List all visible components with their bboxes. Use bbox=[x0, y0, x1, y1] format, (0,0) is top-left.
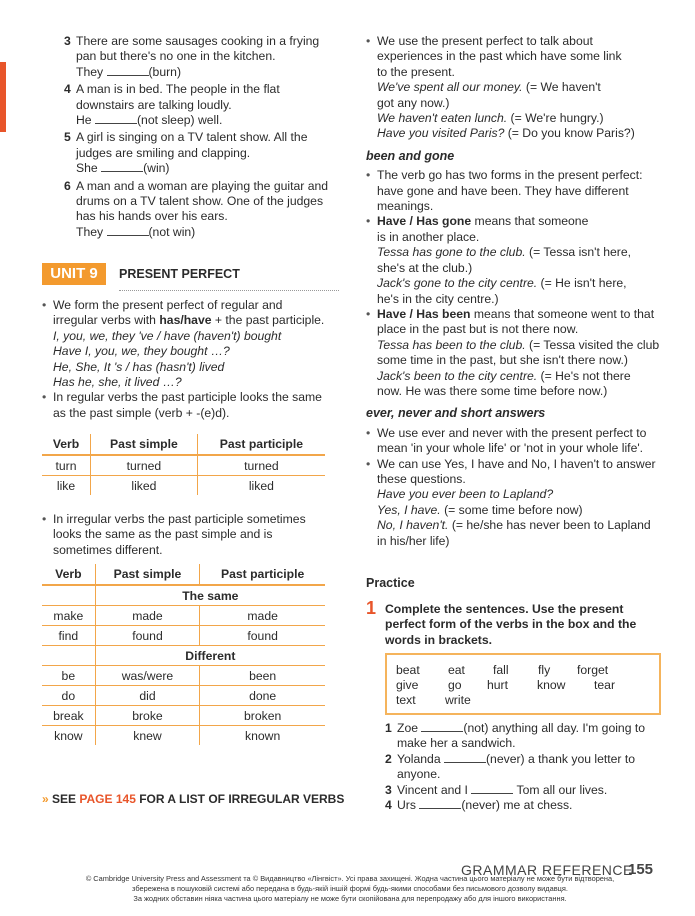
item-text: Yolanda bbox=[397, 751, 441, 766]
answer-blank[interactable] bbox=[101, 161, 143, 172]
item-number: 4 bbox=[385, 798, 392, 813]
item-number: 2 bbox=[385, 751, 392, 766]
page-number: 155 bbox=[628, 861, 654, 878]
form-example: Has he, she, it lived …? bbox=[53, 375, 182, 390]
grammar-notes-left-2 bbox=[42, 512, 342, 558]
answer-blank[interactable] bbox=[419, 798, 461, 809]
copyright-line: збережена в пошуковій системі або передана в будь-якій іншій формі будь-якими способами без письмового дозволу видавця. bbox=[132, 884, 568, 893]
column-header: Past simple bbox=[91, 434, 198, 455]
item-subject: They bbox=[76, 64, 104, 79]
table-cell: did bbox=[95, 686, 200, 706]
item-text: A man is in bed. The people in the flat bbox=[76, 82, 280, 97]
note-bullet bbox=[366, 426, 666, 457]
title-divider bbox=[119, 290, 339, 291]
table-cell: do bbox=[42, 686, 95, 706]
practice-item-4 bbox=[385, 798, 685, 813]
table-cell: was/were bbox=[95, 666, 200, 686]
example-gloss: he's in the city centre.) bbox=[377, 291, 499, 306]
example-gloss: (= he/she has never been to Lapland bbox=[448, 518, 651, 533]
note-text: place in the past but is not there now. bbox=[377, 322, 579, 337]
group-label: The same bbox=[95, 585, 325, 606]
note-text-bold: Have / Has been bbox=[377, 306, 471, 321]
example-gloss: got any now.) bbox=[377, 95, 450, 110]
example-gloss: (= Tessa isn't here, bbox=[525, 245, 632, 260]
example-gloss: (= He's not there bbox=[537, 368, 631, 383]
word-option: text bbox=[396, 693, 416, 707]
note-text: irregular verbs with bbox=[53, 313, 160, 328]
table-cell: like bbox=[42, 476, 91, 496]
item-text: (not) anything all day. I'm going to bbox=[463, 721, 646, 735]
word-option: eat bbox=[448, 663, 465, 677]
example-gloss: she's at the club.) bbox=[377, 260, 473, 275]
table-cell: make bbox=[42, 606, 95, 626]
table-row bbox=[42, 626, 325, 646]
item-hint: (burn) bbox=[148, 64, 182, 79]
word-option: hurt bbox=[487, 678, 509, 692]
item-text: has his hands over his ears. bbox=[76, 209, 228, 224]
unit-title: PRESENT PERFECT bbox=[119, 267, 240, 281]
answer-blank[interactable] bbox=[421, 721, 463, 732]
note-text-bold: Have / Has gone bbox=[377, 214, 472, 229]
section-footer-title: GRAMMAR REFERENCE bbox=[461, 862, 633, 878]
practice-heading: Practice bbox=[366, 576, 415, 590]
word-option: fly bbox=[538, 663, 551, 677]
instruction-text: perfect form of the verbs in the box and the bbox=[385, 617, 637, 632]
item-text: A man and a woman are playing the guitar and bbox=[76, 178, 329, 193]
note-text: • We use the present perfect to talk about bbox=[377, 34, 593, 48]
table-cell: turned bbox=[91, 455, 198, 476]
word-option: fall bbox=[493, 663, 509, 677]
item-number: 3 bbox=[385, 782, 392, 797]
exercise-item-4 bbox=[64, 82, 342, 128]
note-text: • We form the present perfect of regular and bbox=[53, 298, 283, 312]
note-text: • The verb go has two forms in the present perfect: bbox=[377, 168, 643, 183]
example-italic: We've spent all our money. bbox=[377, 80, 523, 95]
see-page-link[interactable] bbox=[42, 792, 344, 806]
item-subject: She bbox=[76, 161, 98, 176]
note-bullet bbox=[42, 298, 342, 390]
note-text-bold: has/have bbox=[159, 313, 212, 328]
answer-blank[interactable] bbox=[471, 783, 513, 794]
table-cell: found bbox=[95, 626, 200, 646]
exercise-list-top bbox=[42, 34, 342, 240]
note-text: these questions. bbox=[377, 471, 466, 486]
grammar-notes-right bbox=[366, 34, 666, 549]
regular-verbs-table bbox=[42, 434, 325, 495]
item-subject: They bbox=[76, 224, 104, 239]
item-text: (never) me at chess. bbox=[461, 798, 573, 813]
table-row bbox=[42, 606, 325, 626]
table-row bbox=[42, 476, 325, 496]
note-text: looks the same as the past simple and is bbox=[53, 527, 273, 542]
example-italic: No, I haven't. bbox=[377, 518, 449, 533]
example-italic: Tessa has been to the club. bbox=[377, 337, 526, 352]
see-suffix: FOR A LIST OF IRREGULAR VERBS bbox=[135, 792, 345, 806]
irregular-verbs-table bbox=[42, 564, 325, 745]
item-text: make her a sandwich. bbox=[397, 736, 516, 751]
table-row bbox=[42, 686, 325, 706]
item-text: Zoe bbox=[397, 721, 419, 735]
item-number: 6 bbox=[64, 178, 71, 193]
practice-item-3 bbox=[385, 783, 685, 798]
note-text: meanings. bbox=[377, 199, 434, 214]
word-option: write bbox=[445, 693, 471, 707]
section-subheading: been and gone bbox=[366, 148, 455, 163]
section-subheading: ever, never and short answers bbox=[366, 406, 546, 421]
example-italic: Tessa has gone to the club. bbox=[377, 245, 526, 260]
word-option: give bbox=[396, 678, 419, 692]
column-header: Past simple bbox=[95, 564, 200, 585]
exercise-item-5 bbox=[64, 130, 342, 176]
item-text: There are some sausages cooking in a frying bbox=[76, 34, 320, 48]
table-row bbox=[42, 455, 325, 476]
note-bullet bbox=[366, 307, 666, 399]
table-cell: broken bbox=[200, 706, 325, 726]
item-number: 1 bbox=[385, 721, 392, 735]
example-italic: Have you ever been to Lapland? bbox=[377, 487, 554, 502]
table-cell: liked bbox=[91, 476, 198, 496]
table-row bbox=[42, 706, 325, 726]
table-cell: break bbox=[42, 706, 95, 726]
form-example: He, She, It 's / has (hasn't) lived bbox=[53, 359, 225, 374]
table-cell: known bbox=[200, 726, 325, 746]
word-option: know bbox=[537, 678, 566, 692]
double-chevron-icon: » bbox=[42, 792, 49, 806]
table-cell: turn bbox=[42, 455, 91, 476]
example-gloss: in his/her life) bbox=[377, 533, 450, 548]
table-cell: find bbox=[42, 626, 95, 646]
grammar-notes-left bbox=[42, 298, 342, 421]
table-cell: been bbox=[200, 666, 325, 686]
table-cell: knew bbox=[95, 726, 200, 746]
practice-items bbox=[385, 721, 685, 813]
word-option: forget bbox=[577, 663, 609, 677]
column-header: Past participle bbox=[200, 564, 325, 585]
item-text: pan but there's no one in the kitchen. bbox=[76, 49, 276, 64]
table-row bbox=[42, 666, 325, 686]
item-text: (never) a thank you letter to bbox=[486, 751, 636, 766]
example-italic: Have you visited Paris? bbox=[377, 126, 505, 141]
item-text: anyone. bbox=[397, 767, 441, 782]
example-gloss: (= He isn't here, bbox=[537, 276, 627, 291]
example-gloss: (= Do you know Paris?) bbox=[504, 126, 635, 141]
note-text: is in another place. bbox=[377, 229, 480, 244]
example-italic: Jack's gone to the city centre. bbox=[377, 276, 538, 291]
note-text: means that someone bbox=[471, 214, 589, 229]
page-edge-marker bbox=[0, 62, 6, 132]
note-text: • In irregular verbs the past participle sometimes bbox=[53, 512, 306, 526]
copyright-notice bbox=[30, 874, 670, 904]
note-text: to the present. bbox=[377, 64, 455, 79]
note-bullet bbox=[366, 34, 666, 142]
practice-instructions bbox=[385, 602, 670, 648]
note-text: • In regular verbs the past participle looks the same bbox=[53, 390, 322, 405]
note-text: experiences in the past which have some link bbox=[377, 49, 622, 64]
practice-item-1 bbox=[385, 721, 685, 752]
example-gloss: (= We're hungry.) bbox=[507, 111, 604, 126]
exercise-item-3 bbox=[64, 34, 342, 80]
table-cell: be bbox=[42, 666, 95, 686]
note-text: have gone and have been. They have different bbox=[377, 183, 629, 198]
note-text: + the past participle. bbox=[211, 313, 325, 328]
answer-blank[interactable] bbox=[107, 225, 149, 236]
note-text: sometimes different. bbox=[53, 542, 163, 557]
table-cell: know bbox=[42, 726, 95, 746]
example-italic: We haven't eaten lunch. bbox=[377, 111, 508, 126]
copyright-line: За жодних обставин ніяка частина цього матеріалу не може бути скопійована для перепродажу або для іншого використання. bbox=[133, 894, 567, 903]
item-text: A girl is singing on a TV talent show. All the bbox=[76, 130, 308, 145]
word-option: go bbox=[448, 678, 462, 692]
table-cell: made bbox=[200, 606, 325, 626]
item-text: Vincent and I bbox=[397, 782, 468, 797]
item-text: downstairs are talking loudly. bbox=[76, 97, 232, 112]
instruction-text: words in brackets. bbox=[385, 632, 493, 647]
example-gloss: (= some time before now) bbox=[440, 502, 583, 517]
practice-number: 1 bbox=[366, 598, 377, 618]
example-gloss: some time in the past, but she isn't there now.) bbox=[377, 353, 628, 368]
example-gloss: (= We haven't bbox=[522, 80, 601, 95]
table-row bbox=[42, 726, 325, 746]
word-option: tear bbox=[594, 678, 616, 692]
note-text: mean 'in your whole life' or 'not in your whole life'. bbox=[377, 441, 644, 456]
item-number: 3 bbox=[64, 34, 71, 48]
table-cell: made bbox=[95, 606, 200, 626]
unit-badge: UNIT 9 bbox=[42, 263, 106, 285]
note-bullet bbox=[366, 457, 666, 549]
note-bullet bbox=[366, 168, 666, 214]
example-italic: Jack's been to the city centre. bbox=[377, 368, 538, 383]
answer-blank[interactable] bbox=[95, 113, 137, 124]
note-text: • We use ever and never with the present perfect to bbox=[377, 425, 647, 440]
practice-item-2 bbox=[385, 752, 685, 783]
page-reference: PAGE 145 bbox=[79, 792, 136, 806]
note-text: • We can use Yes, I have and No, I haven't to answer bbox=[377, 456, 656, 471]
example-gloss: (= Tessa visited the club bbox=[525, 337, 660, 352]
item-subject: He bbox=[76, 113, 92, 128]
form-example: I, you, we, they 've / have (haven't) bought bbox=[53, 328, 282, 343]
item-text: drums on a TV talent show. One of the judges bbox=[76, 194, 324, 209]
copyright-line: © Cambridge University Press and Assessment та © Видавництво «Лінгвіст». Усі права захищені. Жодна частина цього матеріалу не може бути відтворена, bbox=[85, 874, 615, 883]
word-option: beat bbox=[396, 663, 420, 677]
answer-blank[interactable] bbox=[107, 65, 149, 76]
column-header: Verb bbox=[42, 564, 95, 585]
item-number: 4 bbox=[64, 82, 71, 97]
instruction-text: Complete the sentences. Use the present bbox=[385, 602, 624, 616]
item-text: Urs bbox=[397, 798, 416, 813]
column-header: Verb bbox=[42, 434, 91, 455]
form-example: Have I, you, we, they bought …? bbox=[53, 344, 230, 359]
table-cell: found bbox=[200, 626, 325, 646]
note-bullet bbox=[366, 214, 666, 306]
table-cell: broke bbox=[95, 706, 200, 726]
example-italic: Yes, I have. bbox=[377, 502, 441, 517]
note-text: means that someone went to that bbox=[470, 306, 655, 321]
column-header: Past participle bbox=[197, 434, 325, 455]
item-hint: (win) bbox=[143, 161, 170, 176]
item-hint: (not sleep) well. bbox=[136, 113, 223, 128]
table-cell: liked bbox=[197, 476, 325, 496]
word-box bbox=[385, 653, 661, 715]
item-number: 5 bbox=[64, 130, 71, 145]
exercise-item-6 bbox=[64, 179, 342, 241]
item-text: judges are smiling and clapping. bbox=[76, 145, 251, 160]
example-gloss: now. He was there some time before now.) bbox=[377, 383, 608, 398]
table-cell: turned bbox=[197, 455, 325, 476]
table-cell: done bbox=[200, 686, 325, 706]
see-prefix: SEE bbox=[52, 792, 80, 806]
item-hint: (not win) bbox=[148, 224, 196, 239]
note-bullet bbox=[42, 512, 342, 558]
item-text: Tom all our lives. bbox=[516, 782, 608, 797]
note-text: as the past simple (verb + -(e)d). bbox=[53, 405, 230, 420]
answer-blank[interactable] bbox=[444, 752, 486, 763]
group-label: Different bbox=[95, 646, 325, 666]
note-bullet bbox=[42, 390, 342, 421]
